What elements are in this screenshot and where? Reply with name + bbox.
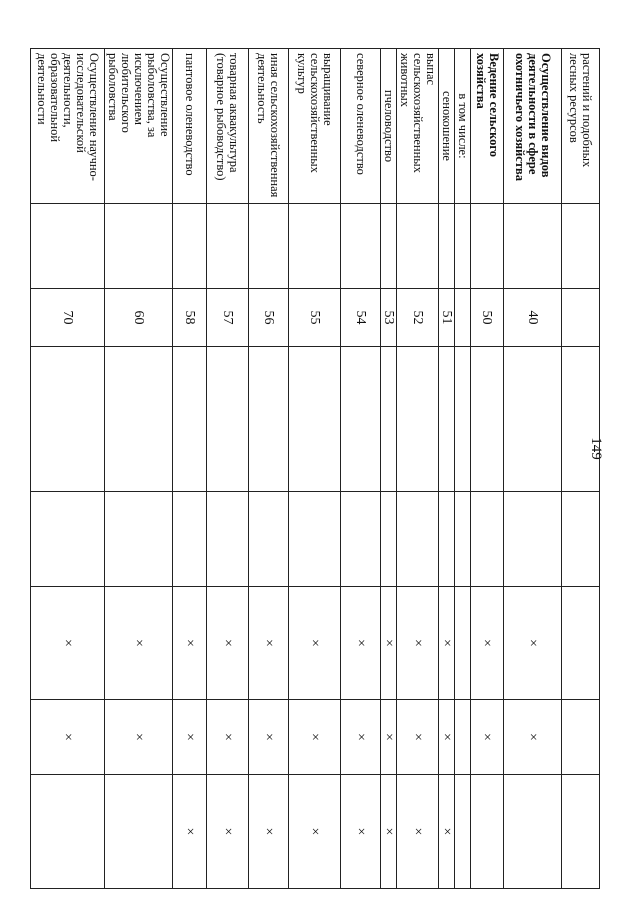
- cross-mark: ×: [397, 775, 439, 889]
- empty-cell: [249, 492, 289, 587]
- row-label: пчеловодство: [381, 49, 397, 204]
- empty-cell: [439, 492, 455, 587]
- cross-mark: ×: [341, 587, 381, 700]
- table-row: [105, 49, 173, 889]
- cross-mark: ×: [504, 587, 562, 700]
- empty-cell: [455, 347, 471, 492]
- empty-cell: [397, 492, 439, 587]
- empty-cell: [439, 347, 455, 492]
- empty-cell: [289, 347, 341, 492]
- row-code: 50: [471, 289, 504, 347]
- empty-cell: [562, 204, 600, 289]
- table-row: [249, 49, 289, 889]
- row-code: 53: [381, 289, 397, 347]
- cross-mark: ×: [381, 587, 397, 700]
- cross-mark: ×: [397, 700, 439, 775]
- cross-mark: [105, 775, 173, 889]
- cross-mark: ×: [397, 587, 439, 700]
- empty-cell: [173, 347, 207, 492]
- page-number: 149: [587, 437, 604, 460]
- table-row: [504, 49, 562, 889]
- cross-mark: ×: [504, 700, 562, 775]
- cross-mark: [504, 775, 562, 889]
- row-label: сенокошение: [439, 49, 455, 204]
- row-code: 57: [207, 289, 249, 347]
- empty-cell: [207, 492, 249, 587]
- row-code: 40: [504, 289, 562, 347]
- empty-cell: [381, 492, 397, 587]
- cross-mark: [471, 775, 504, 889]
- empty-cell: [504, 347, 562, 492]
- row-label: северное оленеводство: [341, 49, 381, 204]
- empty-cell: [471, 492, 504, 587]
- row-label: иная сельскохозяйственная деятельность: [249, 49, 289, 204]
- empty-cell: [471, 204, 504, 289]
- empty-cell: [341, 204, 381, 289]
- empty-cell: [289, 204, 341, 289]
- cross-mark: ×: [207, 587, 249, 700]
- empty-cell: [105, 204, 173, 289]
- empty-cell: [105, 347, 173, 492]
- cross-mark: ×: [289, 775, 341, 889]
- rotated-page: [35, 48, 600, 888]
- empty-cell: [173, 492, 207, 587]
- cross-mark: [562, 775, 600, 889]
- cross-mark: ×: [289, 587, 341, 700]
- empty-cell: [562, 347, 600, 492]
- table-row: [381, 49, 397, 889]
- cross-mark: ×: [173, 700, 207, 775]
- cross-mark: ×: [341, 775, 381, 889]
- empty-cell: [207, 204, 249, 289]
- cross-mark: ×: [471, 700, 504, 775]
- empty-cell: [439, 204, 455, 289]
- empty-cell: [455, 204, 471, 289]
- row-label: пантовое оленеводство: [173, 49, 207, 204]
- empty-cell: [381, 347, 397, 492]
- empty-cell: [341, 492, 381, 587]
- row-label: товарная аквакультура (товарное рыбоводство): [207, 49, 249, 204]
- cross-mark: ×: [173, 587, 207, 700]
- table-row: [207, 49, 249, 889]
- cross-mark: ×: [173, 775, 207, 889]
- empty-cell: [173, 204, 207, 289]
- row-code: 56: [249, 289, 289, 347]
- cross-mark: ×: [381, 775, 397, 889]
- table-row: [397, 49, 439, 889]
- cross-mark: ×: [249, 700, 289, 775]
- activity-table: [30, 48, 600, 889]
- empty-cell: [207, 347, 249, 492]
- empty-cell: [249, 347, 289, 492]
- table-row: [341, 49, 381, 889]
- cross-mark: ×: [439, 775, 455, 889]
- row-code: 60: [105, 289, 173, 347]
- empty-cell: [562, 492, 600, 587]
- empty-cell: [31, 492, 105, 587]
- cross-mark: [455, 587, 471, 700]
- row-label: Ведение сельского хозяйства: [471, 49, 504, 204]
- row-code: 52: [397, 289, 439, 347]
- cross-mark: ×: [207, 700, 249, 775]
- row-label: выпас сельскохозяйственных животных: [397, 49, 439, 204]
- cross-mark: ×: [105, 587, 173, 700]
- cross-mark: ×: [381, 700, 397, 775]
- empty-cell: [504, 492, 562, 587]
- empty-cell: [504, 204, 562, 289]
- empty-cell: [341, 347, 381, 492]
- row-label: Осуществление научно-исследовательской деятельности, образовательной деятельности: [31, 49, 105, 204]
- row-label: выращивание сельскохозяйственных культур: [289, 49, 341, 204]
- table-row: [439, 49, 455, 889]
- cross-mark: [455, 700, 471, 775]
- empty-cell: [31, 204, 105, 289]
- cross-mark: ×: [341, 700, 381, 775]
- empty-cell: [381, 204, 397, 289]
- empty-cell: [455, 492, 471, 587]
- table-row: [289, 49, 341, 889]
- empty-cell: [397, 204, 439, 289]
- row-code: 51: [439, 289, 455, 347]
- row-label: Осуществление рыболовства, за исключением любительского рыболовства: [105, 49, 173, 204]
- cross-mark: ×: [31, 587, 105, 700]
- table-row: [562, 49, 600, 889]
- empty-cell: [105, 492, 173, 587]
- row-code: [562, 289, 600, 347]
- row-code: 58: [173, 289, 207, 347]
- cross-mark: ×: [105, 700, 173, 775]
- row-code: 55: [289, 289, 341, 347]
- row-code: 70: [31, 289, 105, 347]
- cross-mark: [31, 775, 105, 889]
- cross-mark: ×: [249, 775, 289, 889]
- empty-cell: [31, 347, 105, 492]
- row-code: 54: [341, 289, 381, 347]
- empty-cell: [397, 347, 439, 492]
- cross-mark: ×: [289, 700, 341, 775]
- empty-cell: [471, 347, 504, 492]
- cross-mark: [455, 775, 471, 889]
- cross-mark: [562, 587, 600, 700]
- table-row: [471, 49, 504, 889]
- row-label: растений и подобных лесных ресурсов: [562, 49, 600, 204]
- empty-cell: [249, 204, 289, 289]
- row-label: в том числе:: [455, 49, 471, 204]
- cross-mark: ×: [471, 587, 504, 700]
- cross-mark: ×: [439, 700, 455, 775]
- row-label: Осуществление видов деятельности в сфере охотничьего хозяйства: [504, 49, 562, 204]
- table-row: [455, 49, 471, 889]
- cross-mark: ×: [439, 587, 455, 700]
- cross-mark: ×: [249, 587, 289, 700]
- cross-mark: ×: [31, 700, 105, 775]
- table-row: [31, 49, 105, 889]
- empty-cell: [289, 492, 341, 587]
- table-row: [173, 49, 207, 889]
- row-code: [455, 289, 471, 347]
- cross-mark: [562, 700, 600, 775]
- cross-mark: ×: [207, 775, 249, 889]
